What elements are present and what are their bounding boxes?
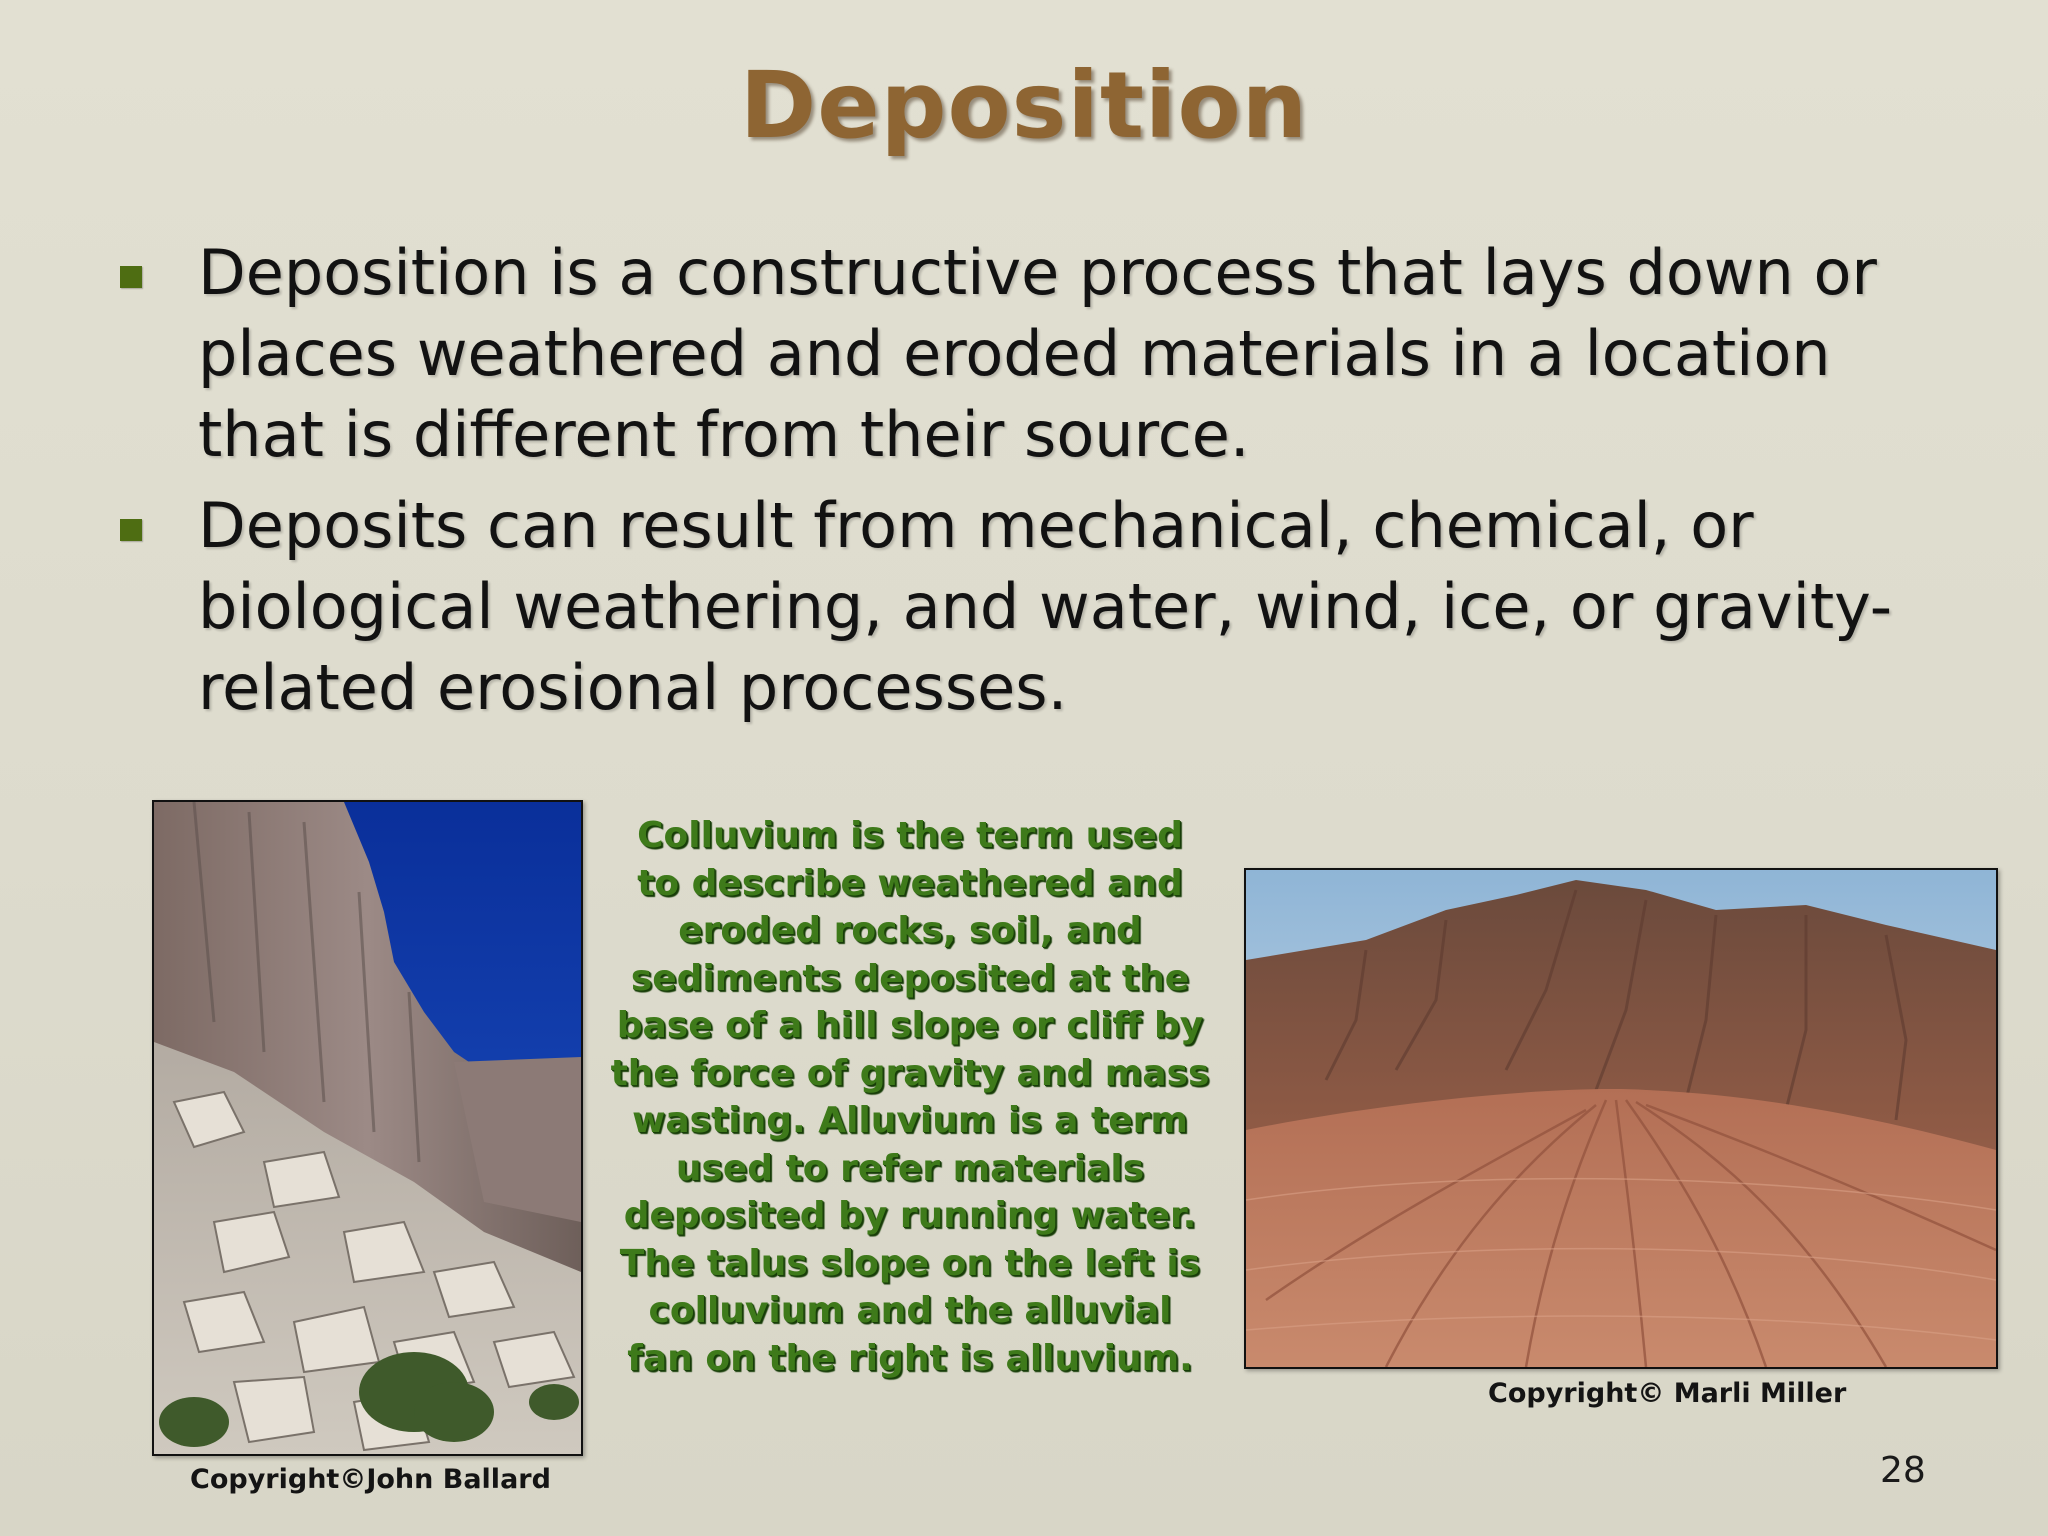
photo-credit-left: Copyright©John Ballard: [190, 1464, 551, 1495]
bullet-text: Deposits can result from mechanical, chemical, or biological weathering, and water, wind, ice, or gravity-related erosional processes.: [198, 489, 1893, 724]
slide-title: Deposition: [739, 52, 1309, 159]
photo-credit-right: Copyright© Marli Miller: [1488, 1378, 1847, 1409]
square-bullet-icon: [120, 266, 142, 288]
bullet-text: Deposition is a constructive process that lays down or places weathered and eroded materials in a location that is different from their source.: [198, 236, 1877, 471]
page-number: 28: [1880, 1450, 1926, 1491]
square-bullet-icon: [120, 519, 142, 541]
photo-caption: Colluvium is the term used to describe weathered and eroded rocks, soil, and sediments deposited at the base of a hill slope or cliff by the force of gravity and mass wasting. Alluvium is a term used to refer materials deposited by running water. The talus slope on the left is colluvium and the alluvial fan on the right is alluvium.: [610, 815, 1210, 1379]
talus-slope-photo: [152, 800, 583, 1456]
bullet-item: [120, 232, 1940, 475]
bullet-list: [120, 232, 1940, 738]
bullet-item: [120, 485, 1940, 728]
alluvial-fan-photo: [1244, 868, 1998, 1369]
